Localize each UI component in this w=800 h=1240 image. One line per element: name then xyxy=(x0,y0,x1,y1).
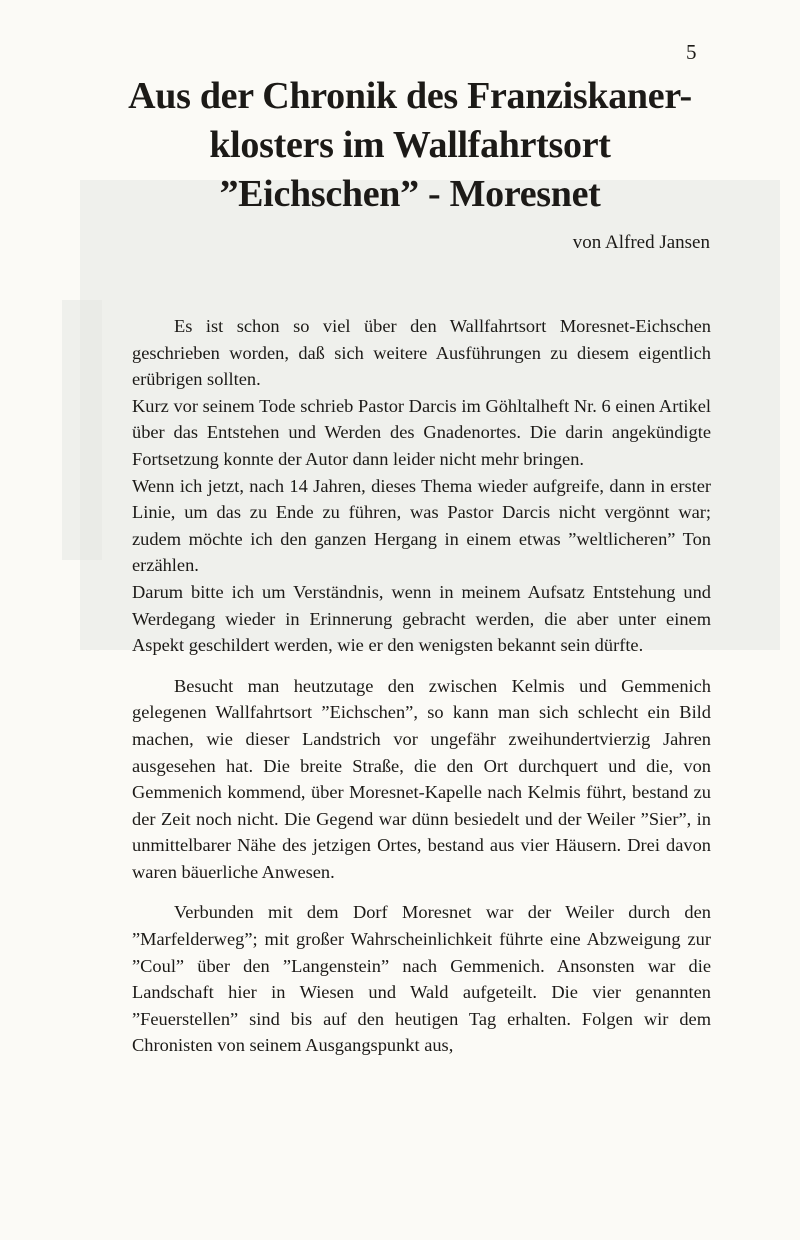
paragraph-3: Wenn ich jetzt, nach 14 Jahren, dieses Thema wieder aufgreife, dann in erster Linie, um das zu Ende zu führen, was Pastor Darcis nicht vergönnt war; zudem möchte ich den ganzen Hergang in einem etwas ”weltlicheren” Ton erzählen. xyxy=(132,475,711,576)
page-number: 5 xyxy=(686,40,697,64)
article-body xyxy=(132,313,711,1059)
paragraph-2: Kurz vor seinem Tode schrieb Pastor Darcis im Göhltalheft Nr. 6 einen Artikel über das Entstehen und Werden des Gnadenortes. Die darin angekündigte Fortsetzung konnte der Autor dann leider nicht mehr bringen. xyxy=(132,395,711,469)
title-line-2: klosters im Wallfahrtsort xyxy=(209,124,611,166)
article-title xyxy=(100,72,720,219)
paragraph-4: Darum bitte ich um Verständnis, wenn in meinem Aufsatz Entstehung und Werdegang wieder in Erinnerung gebracht werden, die aber unter einem Aspekt geschildert werden, wie er den wenigsten bekannt sein dürfte. xyxy=(132,581,711,656)
paragraph-1: Es ist schon so viel über den Wallfahrtsort Moresnet-Eichschen geschrieben worden, daß sich weitere Ausführungen zu diesem eigentlich erübrigen sollten. xyxy=(132,316,711,390)
paragraph-5: Besucht man heutzutage den zwischen Kelmis und Gemmenich gelegenen Wallfahrtsort ”Eichschen”, so kann man sich schlecht ein Bild machen, wie dieser Landstrich vor ungefähr zweihundertvierzig Jahren ausgesehen hat. Die breite Straße, die den Ort durchquert und die, von Gemmenich kommend, über Moresnet-Kapelle nach Kelmis führt, bestand zu der Zeit noch nicht. Die Gegend war dünn besiedelt und der Weiler ”Sier”, in unmittelbarer Nähe des jetzigen Ortes, bestand aus vier Häusern. Drei davon waren bäuerliche Anwesen. xyxy=(132,675,711,882)
title-line-3: ”Eichschen” - Moresnet xyxy=(219,173,601,215)
paragraph-6: Verbunden mit dem Dorf Moresnet war der Weiler durch den ”Marfelderweg”; mit großer Wahrscheinlichkeit führte eine Abzweigung zur ”Coul” über den ”Langenstein” nach Gemmenich. Ansonsten war die Landschaft hier in Wiesen und Wald aufgeteilt. Die vier genannten ”Feuerstellen” sind bis auf den heutigen Tag erhalten. Folgen wir dem Chronisten von seinem Ausgangspunkt aus, xyxy=(132,902,711,1056)
reverse-image-bleed-lower xyxy=(62,300,102,560)
title-line-1: Aus der Chronik des Franziskaner- xyxy=(128,75,692,117)
author-byline: von Alfred Jansen xyxy=(572,232,710,253)
